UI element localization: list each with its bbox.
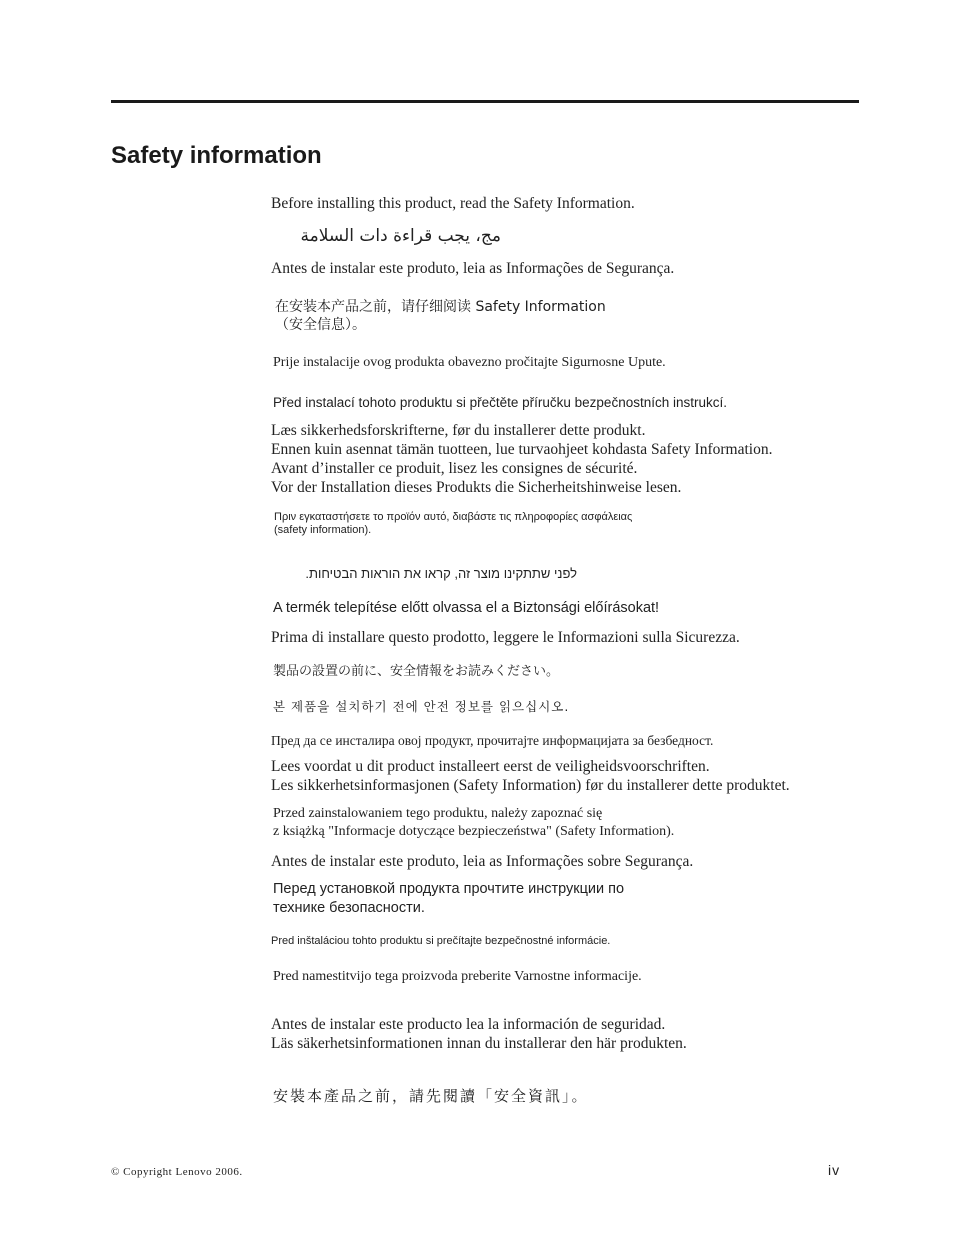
notice-french: Avant d’installer ce produit, lisez les consignes de sécurité. [271,460,638,477]
notice-slovak: Pred inštaláciou tohto produktu si prečítajte bezpečnostné informácie. [271,935,611,947]
notice-portuguese: Antes de instalar este produto, leia as Informações sobre Segurança. [271,853,694,870]
notice-hungarian: A termék telepítése előtt olvassa el a Biztonsági előírásokat! [273,600,660,616]
notice-portuguese-br: Antes de instalar este produto, leia as Informações de Segurança. [271,260,675,277]
notice-finnish: Ennen kuin asennat tämän tuotteen, lue turvaohjeet kohdasta Safety Information. [271,441,773,458]
page-number: iv [828,1162,841,1178]
notice-greek-2: (safety information). [274,524,372,536]
notice-italian: Prima di installare questo prodotto, leggere le Informazioni sulla Sicurezza. [271,629,740,646]
notice-korean: 본 제품을 설치하기 전에 안전 정보를 읽으십시오. [273,699,570,714]
notice-hebrew: לפני שתתקינו מוצר זה, קראו את הוראות הבטיחות. [305,566,577,581]
notice-dutch: Lees voordat u dit product installeert eerst de veiligheidsvoorschriften. [271,758,710,775]
notice-norwegian: Les sikkerhetsinformasjonen (Safety Information) før du installerer dette produktet. [271,777,790,794]
notice-macedonian: Пред да се инсталира овој продукт, прочитајте информацијата за безбедност. [271,733,714,748]
header-rule [111,100,859,103]
notice-japanese: 製品の設置の前に、安全情報をお読みください。 [273,664,560,679]
notice-polish-2: z książką "Informacje dotyczące bezpieczeństwa" (Safety Information). [273,824,675,839]
notice-greek-1: Πριν εγκαταστήσετε το προϊόν αυτό, διαβάστε τις πληροφορίες ασφάλειας [274,511,633,523]
notice-russian-1: Перед установкой продукта прочтите инструкции по [273,881,625,897]
notice-danish: Læs sikkerhedsforskrifterne, før du installerer dette produkt. [271,422,646,439]
notice-croatian: Prije instalacije ovog produkta obavezno pročitajte Sigurnosne Upute. [273,355,666,370]
page-title: Safety information [111,142,322,169]
footer-copyright: © Copyright Lenovo 2006. [111,1166,243,1178]
notice-czech: Před instalací tohoto produktu si přečtěte příručku bezpečnostních instrukcí. [273,395,727,410]
notice-spanish: Antes de instalar este producto lea la información de seguridad. [271,1016,666,1033]
notice-chinese-simplified-2: （安全信息）。 [275,317,366,333]
notice-english: Before installing this product, read the Safety Information. [271,195,635,212]
notice-russian-2: технике безопасности. [273,900,425,916]
notice-swedish: Läs säkerhetsinformationen innan du installerar den här produkten. [271,1035,687,1052]
notice-arabic: ﻣﺞ، ﻳﺠﺐ ﻗﺮﺍءﺓ ﺩﺍﺕ ﺍﻟﺴﻼﻣﺔ [300,226,501,246]
notice-polish-1: Przed zainstalowaniem tego produktu, należy zapoznać się [273,806,603,821]
notice-german: Vor der Installation dieses Produkts die Sicherheitshinweise lesen. [271,479,682,496]
notice-slovenian: Pred namestitvijo tega proizvoda preberite Varnostne informacije. [273,969,642,984]
notice-chinese-traditional: 安裝本產品之前，請先閱讀「安全資訊」。 [273,1087,589,1105]
notice-chinese-simplified-1: 在安装本产品之前，请仔细阅读 Safety Information [275,299,606,315]
